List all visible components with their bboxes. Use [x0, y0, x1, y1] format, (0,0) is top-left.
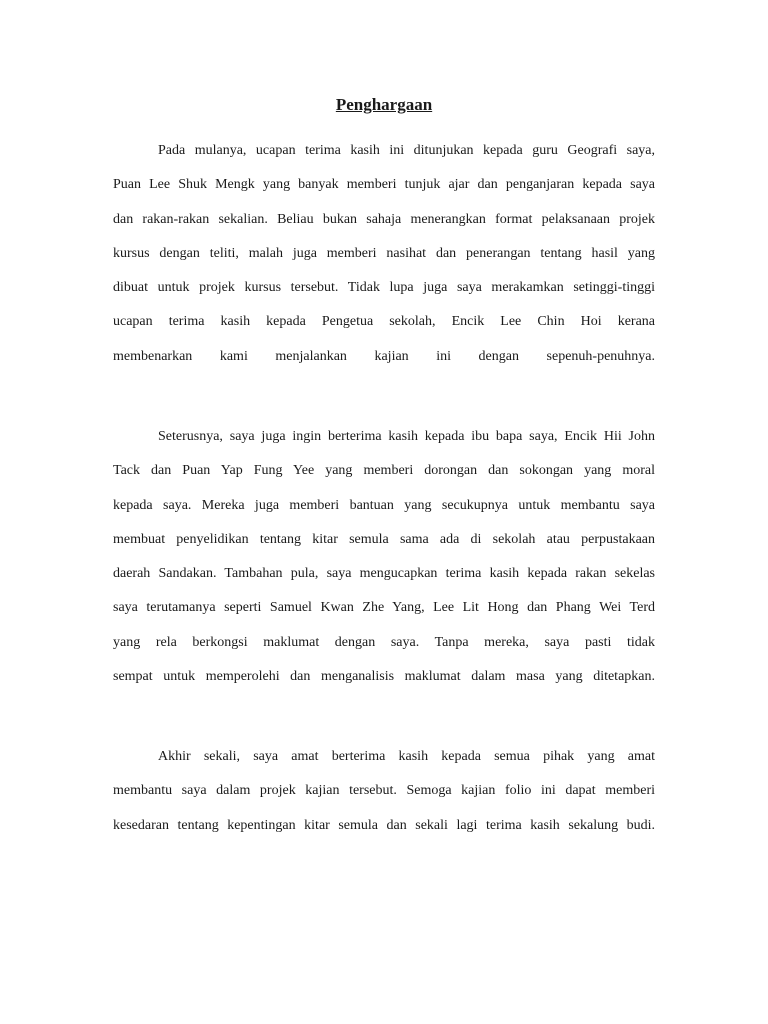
paragraph-line: kursus dengan teliti, malah juga memberi nasihat dan penerangan tentang hasil yang: [113, 245, 655, 261]
page-title: Penghargaan: [335, 95, 433, 114]
paragraph-line: kepada saya. Mereka juga memberi bantuan yang secukupnya untuk membantu saya: [113, 497, 655, 513]
paragraph-line: membantu saya dalam projek kajian tersebut. Semoga kajian folio ini dapat memberi: [113, 783, 655, 799]
paragraph-line: kesedaran tentang kepentingan kitar semula dan sekali lagi terima kasih sekalung budi.: [113, 817, 655, 833]
paragraph-line: ucapan terima kasih kepada Pengetua sekolah, Encik Lee Chin Hoi kerana: [113, 314, 655, 330]
paragraph-line: membuat penyelidikan tentang kitar semula sama ada di sekolah atau perpustakaan: [113, 531, 655, 547]
paragraph-line: Puan Lee Shuk Mengk yang banyak memberi tunjuk ajar dan penganjaran kepada saya: [113, 177, 655, 193]
paragraph-line: yang rela berkongsi maklumat dengan saya. Tanpa mereka, saya pasti tidak: [113, 634, 655, 650]
paragraph-1: [113, 141, 655, 381]
paragraph-2: [113, 427, 655, 701]
paragraph-line: Akhir sekali, saya amat berterima kasih kepada semua pihak yang amat: [158, 749, 655, 764]
paragraph-line: membenarkan kami menjalankan kajian ini dengan sepenuh-penuhnya.: [113, 348, 655, 364]
paragraph-line: daerah Sandakan. Tambahan pula, saya mengucapkan terima kasih kepada rakan sekelas: [113, 566, 655, 582]
paragraph-line: dibuat untuk projek kursus tersebut. Tidak lupa juga saya merakamkan setinggi-tinggi: [113, 280, 655, 296]
paragraph-line: Pada mulanya, ucapan terima kasih ini ditunjukan kepada guru Geografi saya,: [158, 143, 655, 158]
paragraph-line: dan rakan-rakan sekalian. Beliau bukan sahaja menerangkan format pelaksanaan projek: [113, 211, 655, 227]
paragraph-line: Tack dan Puan Yap Fung Yee yang memberi dorongan dan sokongan yang moral: [113, 463, 655, 479]
paragraph-line: saya terutamanya seperti Samuel Kwan Zhe Yang, Lee Lit Hong dan Phang Wei Terd: [113, 600, 655, 616]
paragraph-line: sempat untuk memperolehi dan menganalisis maklumat dalam masa yang ditetapkan.: [113, 669, 655, 685]
paragraph-line: Seterusnya, saya juga ingin berterima kasih kepada ibu bapa saya, Encik Hii John: [158, 429, 655, 444]
paragraph-3: [113, 747, 655, 850]
